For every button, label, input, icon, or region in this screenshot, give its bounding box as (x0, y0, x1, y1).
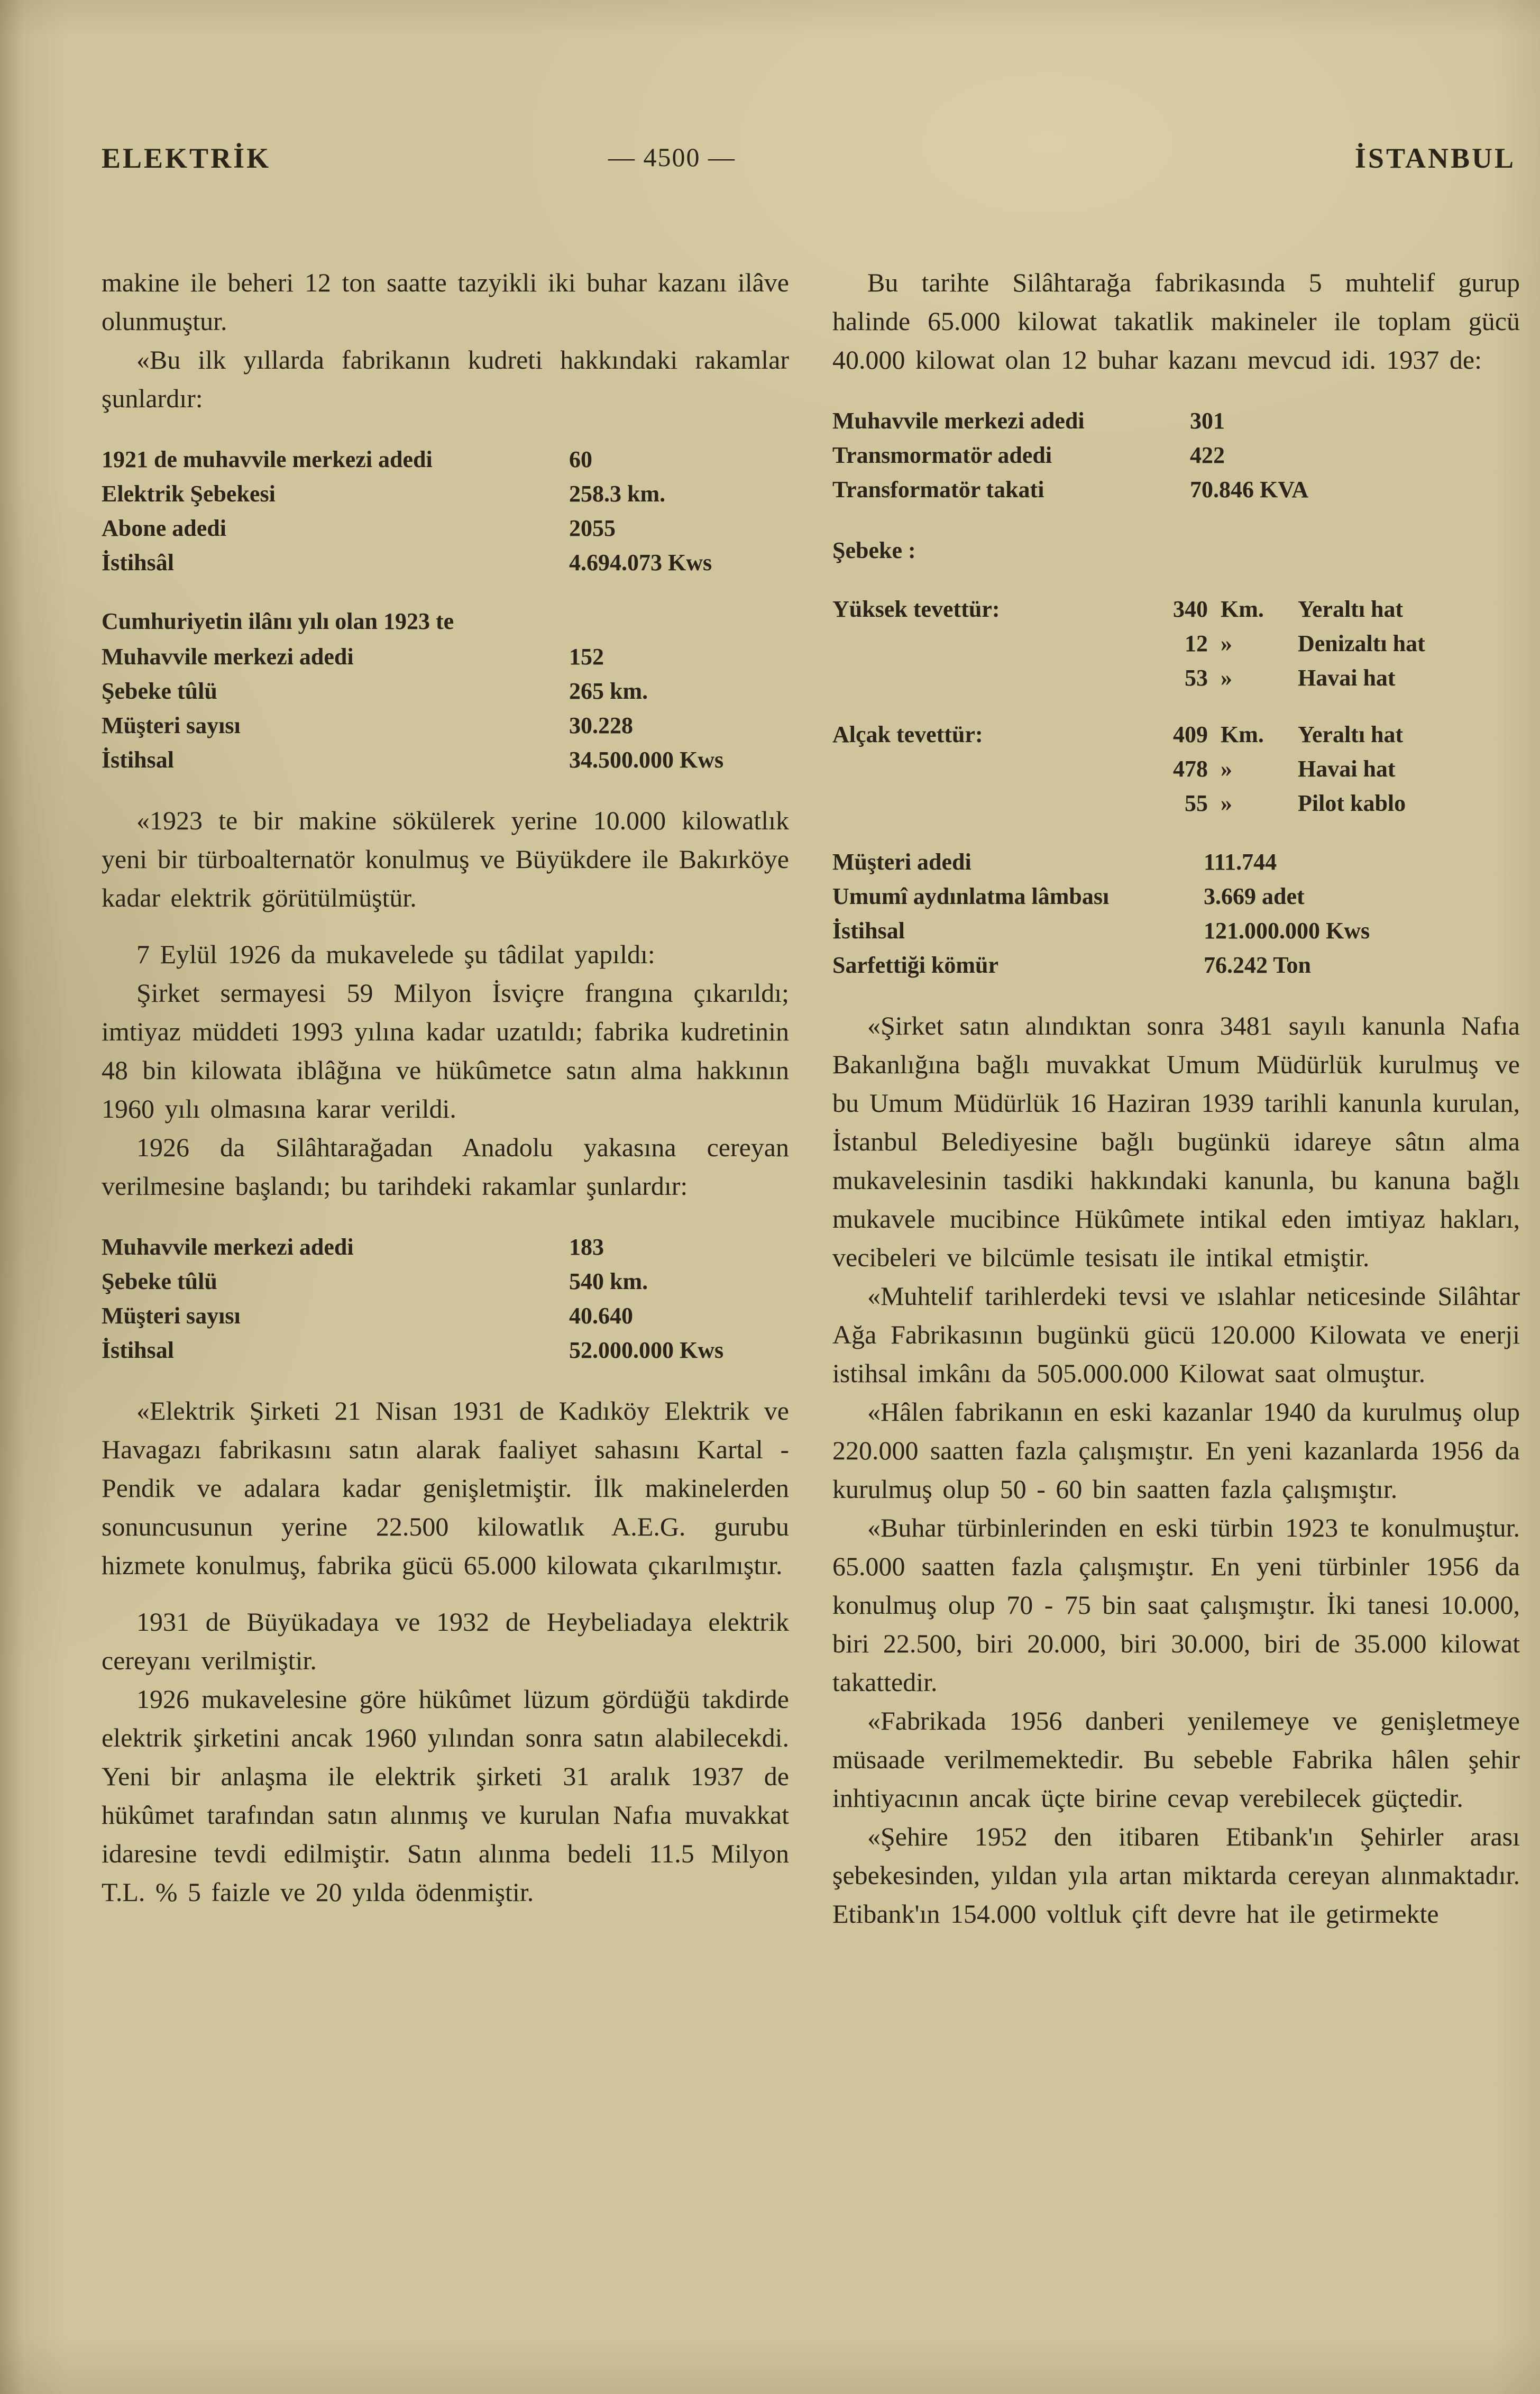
stat-row (102, 477, 789, 511)
stat-row (832, 592, 1520, 626)
paragraph: «Fabrikada 1956 danberi yenilemeye ve genişletmeye müsaade verilmemektedir. Bu sebeble Fabrika hâlen şehir inhtiyacının ancak üçte birine cevap verebilecek güçtedir. (832, 1706, 1520, 1813)
stat-row (832, 913, 1520, 948)
running-title-right: İSTANBUL (1354, 142, 1516, 174)
stat-value: 12 (1185, 631, 1208, 656)
stat-row (102, 1230, 789, 1264)
stat-row (102, 743, 789, 777)
stat-value: 258.3 km. (569, 481, 666, 507)
stat-desc: Havai hat (1298, 756, 1396, 782)
stats-table-high-voltage (832, 592, 1520, 695)
page-header (0, 142, 1540, 184)
stat-desc: Havai hat (1298, 665, 1396, 691)
stat-value: 540 km. (569, 1268, 648, 1294)
stat-value: 340 (1173, 596, 1208, 622)
stat-value: 3.669 adet (1204, 883, 1305, 909)
paragraph: «Buhar türbinlerinden en eski türbin 1923 te konulmuştur. 65.000 saatten fazla çalışmıştır. En yeni türbinler 1956 da konulmuş olup 70 - 75 bin saat çalışmıştır. İki tanesi 10.000, biri 22.500, biri 20.000, biri 30.000, biri de 35.000 kilowat takattedir. (832, 1513, 1520, 1697)
stat-label: 1921 de muhavvile merkezi adedi (102, 446, 433, 472)
stat-row (102, 442, 789, 477)
stat-row (102, 639, 789, 674)
stat-value: 152 (569, 644, 604, 670)
stat-value: 111.744 (1204, 849, 1277, 875)
paragraph: Şirket sermayesi 59 Milyon İsviçre frangına çıkarıldı; imtiyaz müddeti 1993 yılına kadar uzatıldı; fabrika kudretinin 48 bin kilowata iblâğına ve hükûmetce satın alma hakkının 1960 yılı olmasına karar verildi. (102, 978, 789, 1123)
stat-row (832, 845, 1520, 879)
stat-label: Müşteri sayısı (102, 1303, 241, 1329)
stat-label: Transmormatör adedi (832, 442, 1052, 468)
stat-label: Elektrik Şebekesi (102, 481, 276, 507)
stat-value: 4.694.073 Kws (569, 550, 712, 575)
stat-value: 183 (569, 1234, 604, 1260)
stats-table-customers (832, 845, 1520, 982)
stat-unit: » (1221, 631, 1232, 656)
paragraph: 1931 de Büyükadaya ve 1932 de Heybeliadaya elektrik cereyanı verilmiştir. (102, 1607, 789, 1675)
stat-label: Şebeke tûlü (102, 678, 217, 704)
stat-unit: » (1221, 790, 1232, 816)
stat-unit: » (1221, 665, 1232, 691)
stat-value: 34.500.000 Kws (569, 747, 724, 773)
stat-row (102, 545, 789, 580)
stat-row (102, 1299, 789, 1333)
stat-label (832, 661, 1129, 695)
stat-desc: Yeraltı hat (1298, 721, 1404, 747)
stat-value: 55 (1185, 790, 1208, 816)
stat-label: Umumî aydınlatma lâmbası (832, 883, 1110, 909)
stat-row (102, 1333, 789, 1367)
paragraph: «1923 te bir makine sökülerek yerine 10.000 kilowatlık yeni bir türboalternatör konulmuş ve Büyükdere ile Bakırköye kadar elektrik görütülmüştür. (102, 806, 789, 912)
stat-label: İstihsal (832, 918, 905, 944)
stat-label: Şebeke tûlü (102, 1268, 217, 1294)
paragraph: «Şehire 1952 den itibaren Etibank'ın Şehirler arası şebekesinden, yıldan yıla artan miktarda cereyan alınmaktadır. Etibank'ın 154.000 voltluk çift devre hat ile getirmekte (832, 1822, 1520, 1929)
stats-table-1926 (102, 1230, 789, 1367)
paragraph: 1926 mukavelesine göre hükûmet lüzum gördüğü takdirde elektrik şirketini ancak 1960 yılından sonra satın alabilecekdi. Yeni bir anlaşma ile elektrik şirketi 31 aralık 1937 de hükûmet tarafından satın alınmış ve kurulan Nafıa muvakkat idaresine tevdi edilmiştir. Satın alınma bedeli 11.5 Milyon T.L. % 5 faizle ve 20 yılda ödenmiştir. (102, 1684, 789, 1907)
stat-value: 53 (1185, 665, 1208, 691)
stat-desc: Denizaltı hat (1298, 631, 1425, 656)
stat-row (832, 404, 1520, 438)
paragraph: «Bu ilk yıllarda fabrikanın kudreti hakkındaki rakamlar şunlardır: (102, 345, 789, 413)
stat-row (832, 717, 1520, 752)
stats-heading: Cumhuriyetin ilânı yılı olan 1923 te (102, 608, 454, 634)
stat-value: 478 (1173, 756, 1208, 782)
stat-row (832, 752, 1520, 786)
stat-value: 70.846 KVA (1190, 477, 1309, 502)
page-number: — 4500 — (608, 142, 736, 172)
stat-label: İstihsal (102, 747, 174, 773)
stat-label: Müşteri adedi (832, 849, 971, 875)
stat-unit: Km. (1221, 721, 1264, 747)
paragraph: 7 Eylül 1926 da mukavelede şu tâdilat yapıldı: (136, 939, 655, 969)
paragraph: Bu tarihte Silâhtarağa fabrikasında 5 muhtelif gurup halinde 65.000 kilowat takatlik makineler ile toplam gücü 40.000 kilowat olan 12 buhar kazanı mevcud idi. 1937 de: (832, 268, 1520, 374)
stat-desc: Pilot kablo (1298, 790, 1406, 816)
stat-unit: Km. (1221, 596, 1264, 622)
stat-value: 60 (569, 446, 592, 472)
paragraph: 1926 da Silâhtarağadan Anadolu yakasına cereyan verilmesine başlandı; bu tarihdeki rakamlar şunlardır: (102, 1132, 789, 1201)
stat-value: 40.640 (569, 1303, 633, 1329)
right-column (832, 263, 1520, 1933)
stats-table-1937 (832, 404, 1520, 507)
stat-value: 76.242 Ton (1204, 952, 1311, 978)
stat-row (832, 786, 1520, 820)
stat-label: Yüksek tevettür: (832, 596, 1000, 622)
stat-row (102, 1264, 789, 1299)
running-title-left: ELEKTRİK (102, 142, 271, 174)
paragraph: makine ile beheri 12 ton saatte tazyikli iki buhar kazanı ilâve olunmuştur. (102, 268, 789, 336)
stat-label: Abone adedi (102, 515, 226, 541)
stat-row (102, 674, 789, 708)
network-heading: Şebeke : (832, 537, 916, 563)
stat-row (832, 661, 1520, 695)
stat-label (832, 626, 1129, 661)
paragraph: «Hâlen fabrikanın en eski kazanlar 1940 da kurulmuş olup 220.000 saatten fazla çalışmıştır. En yeni kazanlarda 1956 da kurulmuş olup 50 - 60 bin saatten fazla çalışmıştır. (832, 1397, 1520, 1504)
stat-value: 30.228 (569, 712, 633, 738)
stat-value: 301 (1190, 408, 1225, 434)
stat-label: Sarfettiği kömür (832, 952, 999, 978)
stat-row (832, 879, 1520, 913)
stat-value: 52.000.000 Kws (569, 1337, 724, 1363)
stats-table-low-voltage (832, 717, 1520, 820)
stat-desc: Yeraltı hat (1298, 596, 1404, 622)
left-column (102, 263, 789, 1933)
paragraph: «Elektrik Şirketi 21 Nisan 1931 de Kadıköy Elektrik ve Havagazı fabrikasını satın alarak faaliyet sahasını Kartal - Pendik ve adalara kadar genişletmiştir. İlk makinelerden sonuncusunun yerine 22.500 kilowatlık A.E.G. gurubu hizmete konulmuş, fabrika gücü 65.000 kilowata çıkarılmıştır. (102, 1396, 789, 1580)
stat-value: 409 (1173, 721, 1208, 747)
stat-value: 121.000.000 Kws (1204, 918, 1370, 944)
stat-label: Müşteri sayısı (102, 712, 241, 738)
stat-label: Muhavvile merkezi adedi (832, 408, 1085, 434)
stat-row (102, 708, 789, 743)
stats-table-1923 (102, 604, 789, 777)
stat-unit: » (1221, 756, 1232, 782)
stat-label: İstihsal (102, 1337, 174, 1363)
stat-label: Muhavvile merkezi adedi (102, 1234, 354, 1260)
stat-label: Transformatör takati (832, 477, 1044, 502)
stat-value: 422 (1190, 442, 1225, 468)
stat-label: Alçak tevettür: (832, 721, 983, 747)
stat-value: 265 km. (569, 678, 648, 704)
stats-table-1921 (102, 442, 789, 580)
stat-label (832, 786, 1129, 820)
stat-label: Muhavvile merkezi adedi (102, 644, 354, 670)
stat-label: İstihsâl (102, 550, 174, 575)
stat-value: 2055 (569, 515, 616, 541)
stat-row (832, 948, 1520, 982)
stat-row (832, 626, 1520, 661)
paragraph: «Şirket satın alındıktan sonra 3481 sayılı kanunla Nafıa Bakanlığına bağlı muvakkat Umum Müdürlük kurulmuş ve bu Umum Müdürlük 16 Haziran 1939 tarihli kanunla kurulan, İstanbul Belediyesine bağlı bugünkü idareye sâtın alma mukavelesinin tasdiki hakkındaki kanunla, bu kanuna bağlı mukavele mucibince Hükûmete intikal eden imtiyaz hakları, vecibeleri ve bilcümle tesisatı ile intikal etmiştir. (832, 1011, 1520, 1272)
stat-label (832, 752, 1129, 786)
stat-row (102, 511, 789, 545)
text-columns (102, 263, 1520, 1933)
paragraph: «Muhtelif tarihlerdeki tevsi ve ıslahlar neticesinde Silâhtar Ağa Fabrikasının bugünkü gücü 120.000 Kilowata ve enerji istihsal imkânı da 505.000.000 Kilowat saat olmuştur. (832, 1281, 1520, 1388)
stat-row (832, 438, 1520, 472)
stat-row (832, 472, 1520, 507)
